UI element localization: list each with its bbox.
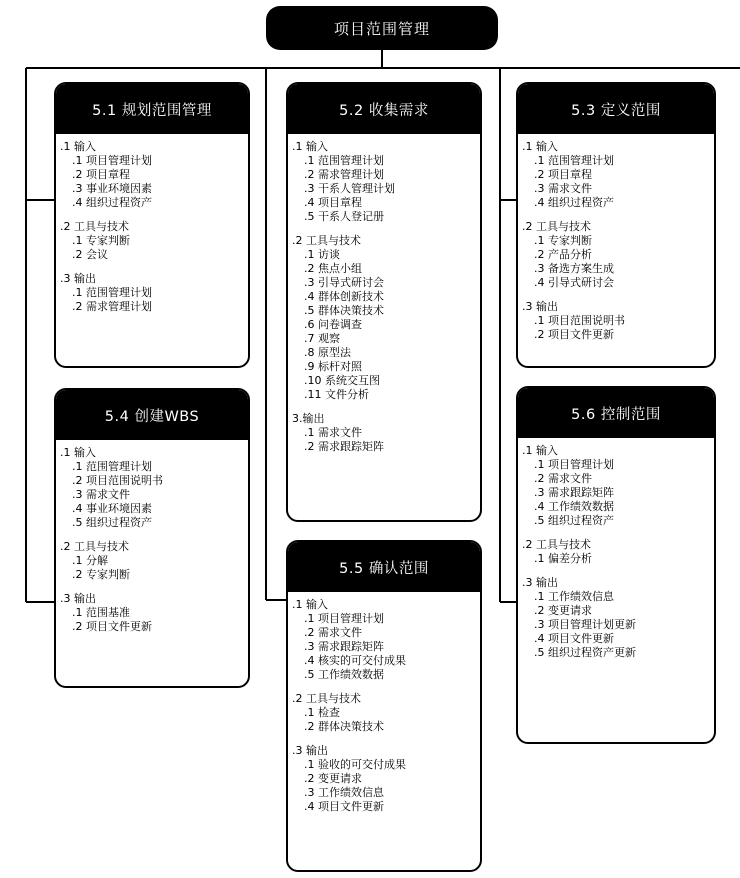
- section-title: .1 输入: [292, 140, 328, 153]
- section-item: .5 组织过程资产更新: [534, 646, 636, 659]
- section-item: .2 需求管理计划: [304, 168, 384, 181]
- process-section: [522, 538, 714, 566]
- section-title: 3.输出: [292, 412, 325, 425]
- section-item: .2 变更请求: [304, 772, 362, 785]
- section-item: .2 项目章程: [534, 168, 592, 181]
- process-section: [522, 140, 714, 210]
- process-title: 5.5 确认范围: [288, 542, 480, 592]
- section-item: .3 事业环境因素: [72, 182, 152, 195]
- section-item: .5 干系人登记册: [304, 210, 384, 223]
- process-section: [60, 592, 248, 634]
- section-item: .2 群体决策技术: [304, 720, 384, 733]
- section-item: .1 需求文件: [304, 426, 362, 439]
- process-5-1-card: [54, 82, 250, 368]
- process-5-3-card: [516, 82, 716, 368]
- section-item: .2 需求文件: [534, 472, 592, 485]
- section-item: .1 工作绩效信息: [534, 590, 614, 603]
- process-section: [522, 300, 714, 342]
- process-section: [292, 140, 480, 224]
- section-item: .1 项目管理计划: [304, 612, 384, 625]
- process-section: [292, 692, 480, 734]
- process-body: [288, 134, 480, 454]
- section-item: .3 干系人管理计划: [304, 182, 395, 195]
- process-section: [292, 412, 480, 454]
- section-item: .2 会议: [72, 248, 108, 261]
- process-section: [60, 220, 248, 262]
- section-item: .1 验收的可交付成果: [304, 758, 406, 771]
- section-item: .4 群体创新技术: [304, 290, 384, 303]
- section-title: .2 工具与技术: [292, 234, 361, 247]
- process-section: [60, 540, 248, 582]
- process-5-2-card: [286, 82, 482, 522]
- section-item: .1 项目管理计划: [72, 154, 152, 167]
- section-item: .9 标杆对照: [304, 360, 362, 373]
- section-item: .5 群体决策技术: [304, 304, 384, 317]
- section-item: .5 组织过程资产: [534, 514, 614, 527]
- section-title: .1 输入: [522, 140, 558, 153]
- process-5-6-card: [516, 386, 716, 744]
- section-item: .3 需求跟踪矩阵: [534, 486, 614, 499]
- process-section: [60, 272, 248, 314]
- process-section: [292, 744, 480, 814]
- section-title: .2 工具与技术: [60, 540, 129, 553]
- section-title: .2 工具与技术: [522, 220, 591, 233]
- process-section: [522, 220, 714, 290]
- section-item: .2 专家判断: [72, 568, 130, 581]
- section-item: .2 项目章程: [72, 168, 130, 181]
- process-body: [56, 134, 248, 314]
- section-item: .2 项目范围说明书: [72, 474, 163, 487]
- section-title: .2 工具与技术: [292, 692, 361, 705]
- section-title: .2 工具与技术: [60, 220, 129, 233]
- section-title: .3 输出: [60, 592, 96, 605]
- section-item: .5 工作绩效数据: [304, 668, 384, 681]
- process-section: [522, 576, 714, 660]
- section-title: .1 输入: [60, 446, 96, 459]
- section-item: .4 事业环境因素: [72, 502, 152, 515]
- section-item: .1 项目管理计划: [534, 458, 614, 471]
- section-item: .3 工作绩效信息: [304, 786, 384, 799]
- process-section: [292, 598, 480, 682]
- section-item: .4 组织过程资产: [72, 196, 152, 209]
- section-item: .1 访谈: [304, 248, 340, 261]
- section-item: .3 备选方案生成: [534, 262, 614, 275]
- process-title: 5.3 定义范围: [518, 84, 714, 134]
- section-title: .1 输入: [292, 598, 328, 611]
- process-section: [60, 446, 248, 530]
- section-item: .2 需求跟踪矩阵: [304, 440, 384, 453]
- process-5-5-card: [286, 540, 482, 872]
- section-item: .4 项目文件更新: [534, 632, 614, 645]
- section-title: .3 输出: [522, 576, 558, 589]
- section-item: .4 核实的可交付成果: [304, 654, 406, 667]
- section-title: .1 输入: [522, 444, 558, 457]
- process-body: [518, 438, 714, 660]
- section-item: .2 需求管理计划: [72, 300, 152, 313]
- section-item: .10 系统交互图: [304, 374, 380, 387]
- section-item: .1 范围管理计划: [304, 154, 384, 167]
- section-item: .4 项目文件更新: [304, 800, 384, 813]
- section-item: .2 产品分析: [534, 248, 592, 261]
- section-title: .2 工具与技术: [522, 538, 591, 551]
- section-item: .2 变更请求: [534, 604, 592, 617]
- process-section: [522, 444, 714, 528]
- section-item: .1 检查: [304, 706, 340, 719]
- process-section: [60, 140, 248, 210]
- section-item: .7 观察: [304, 332, 340, 345]
- section-item: .4 项目章程: [304, 196, 362, 209]
- section-item: .11 文件分析: [304, 388, 369, 401]
- section-item: .4 引导式研讨会: [534, 276, 614, 289]
- section-item: .3 引导式研讨会: [304, 276, 384, 289]
- section-item: .2 需求文件: [304, 626, 362, 639]
- section-item: .3 项目管理计划更新: [534, 618, 636, 631]
- section-item: .3 需求跟踪矩阵: [304, 640, 384, 653]
- section-item: .2 项目文件更新: [534, 328, 614, 341]
- section-item: .4 组织过程资产: [534, 196, 614, 209]
- process-body: [288, 592, 480, 814]
- section-item: .2 焦点小组: [304, 262, 362, 275]
- section-title: .1 输入: [60, 140, 96, 153]
- diagram-title: 项目范围管理: [266, 6, 498, 50]
- process-title: 5.2 收集需求: [288, 84, 480, 134]
- section-item: .3 需求文件: [534, 182, 592, 195]
- section-item: .1 范围管理计划: [72, 460, 152, 473]
- section-item: .5 组织过程资产: [72, 516, 152, 529]
- process-body: [518, 134, 714, 342]
- section-item: .1 专家判断: [72, 234, 130, 247]
- section-item: .1 范围基准: [72, 606, 130, 619]
- section-item: .1 偏差分析: [534, 552, 592, 565]
- section-item: .1 范围管理计划: [72, 286, 152, 299]
- process-section: [292, 234, 480, 402]
- process-title: 5.4 创建WBS: [56, 390, 248, 440]
- section-title: .3 输出: [60, 272, 96, 285]
- section-item: .1 范围管理计划: [534, 154, 614, 167]
- process-body: [56, 440, 248, 634]
- section-item: .1 分解: [72, 554, 108, 567]
- section-item: .2 项目文件更新: [72, 620, 152, 633]
- section-item: .1 项目范围说明书: [534, 314, 625, 327]
- section-item: .1 专家判断: [534, 234, 592, 247]
- process-title: 5.1 规划范围管理: [56, 84, 248, 134]
- section-item: .3 需求文件: [72, 488, 130, 501]
- section-title: .3 输出: [522, 300, 558, 313]
- process-5-4-card: [54, 388, 250, 688]
- section-item: .6 问卷调查: [304, 318, 362, 331]
- section-item: .8 原型法: [304, 346, 351, 359]
- section-item: .4 工作绩效数据: [534, 500, 614, 513]
- section-title: .3 输出: [292, 744, 328, 757]
- process-title: 5.6 控制范围: [518, 388, 714, 438]
